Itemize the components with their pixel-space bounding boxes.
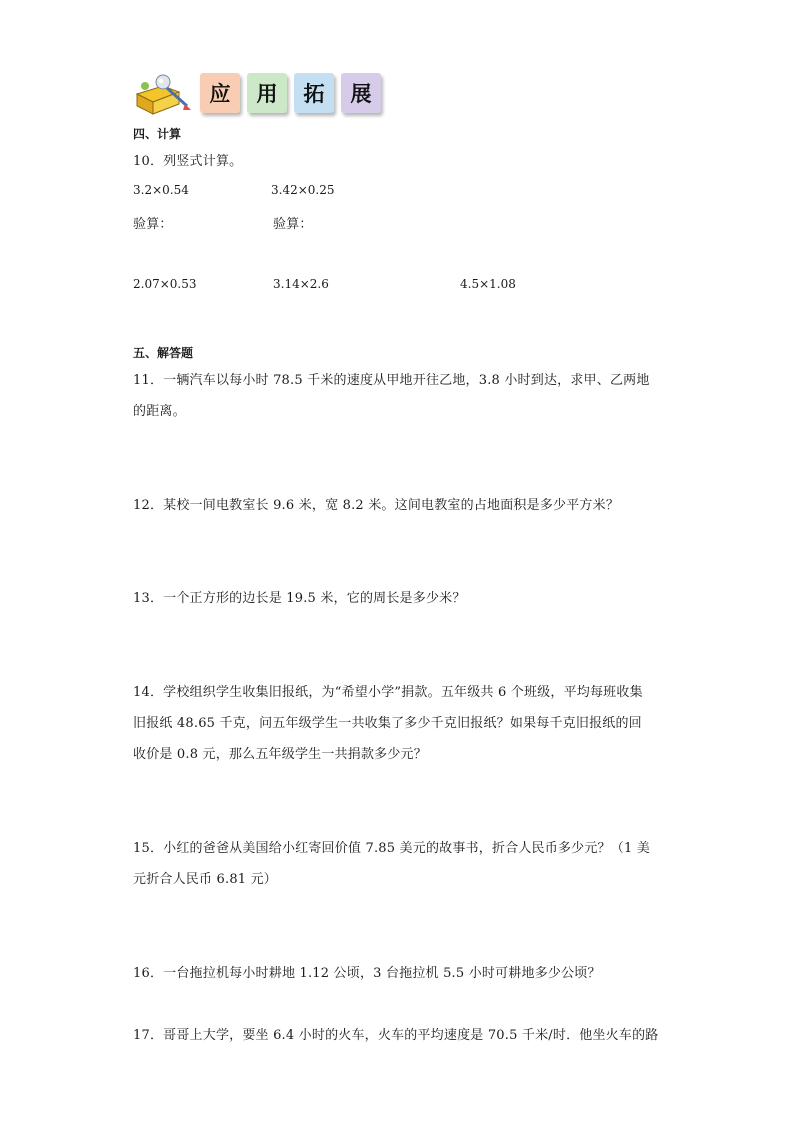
banner-char-2: 用 (247, 73, 287, 113)
question-12: 12．某校一间电教室长 9.6 米，宽 8.2 米。这间电教室的占地面积是多少平方米？ (133, 498, 620, 513)
question-11-line-2: 的距离。 (133, 404, 186, 419)
section-4-title: 四、计算 (133, 127, 182, 141)
expression-2: 3.42×0.25 (271, 183, 335, 197)
check-label-1: 验算： (133, 217, 173, 232)
question-15-line-2: 元折合人民币 6.81 元） (133, 872, 278, 887)
banner-char-4: 展 (341, 73, 381, 113)
expression-5: 4.5×1.08 (460, 277, 516, 291)
section-5-title: 五、解答题 (133, 346, 194, 360)
question-14-line-3: 收价是 0.8 元，那么五年级学生一共捐款多少元？ (133, 747, 427, 762)
expression-4: 3.14×2.6 (273, 277, 329, 291)
banner-char-1: 应 (200, 73, 240, 113)
question-10: 10．列竖式计算。 (133, 154, 243, 169)
banner-char-3: 拓 (294, 73, 334, 113)
question-13: 13．一个正方形的边长是 19.5 米，它的周长是多少米？ (133, 591, 466, 606)
toolbox-mascot-icon (133, 72, 197, 116)
expression-3: 2.07×0.53 (133, 277, 197, 291)
question-14-line-2: 旧报纸 48.65 千克，问五年级学生一共收集了多少千克旧报纸？如果每千克旧报纸的回 (133, 716, 642, 731)
question-16: 16．一台拖拉机每小时耕地 1.12 公顷，3 台拖拉机 5.5 小时可耕地多少公顷？ (133, 966, 601, 981)
section-banner (133, 70, 393, 118)
question-15-line-1: 15．小红的爸爸从美国给小红寄回价值 7.85 美元的故事书，折合人民币多少元？（1 美 (133, 841, 650, 856)
question-11-line-1: 11．一辆汽车以每小时 78.5 千米的速度从甲地开往乙地，3.8 小时到达，求甲、乙两地 (133, 373, 650, 388)
question-14-line-1: 14．学校组织学生收集旧报纸，为“希望小学”捐款。五年级共 6 个班级，平均每班收集 (133, 685, 643, 700)
expression-1: 3.2×0.54 (133, 183, 189, 197)
question-17: 17．哥哥上大学，要坐 6.4 小时的火车，火车的平均速度是 70.5 千米/时．他坐火车的路 (133, 1028, 659, 1043)
check-label-2: 验算： (273, 217, 313, 232)
